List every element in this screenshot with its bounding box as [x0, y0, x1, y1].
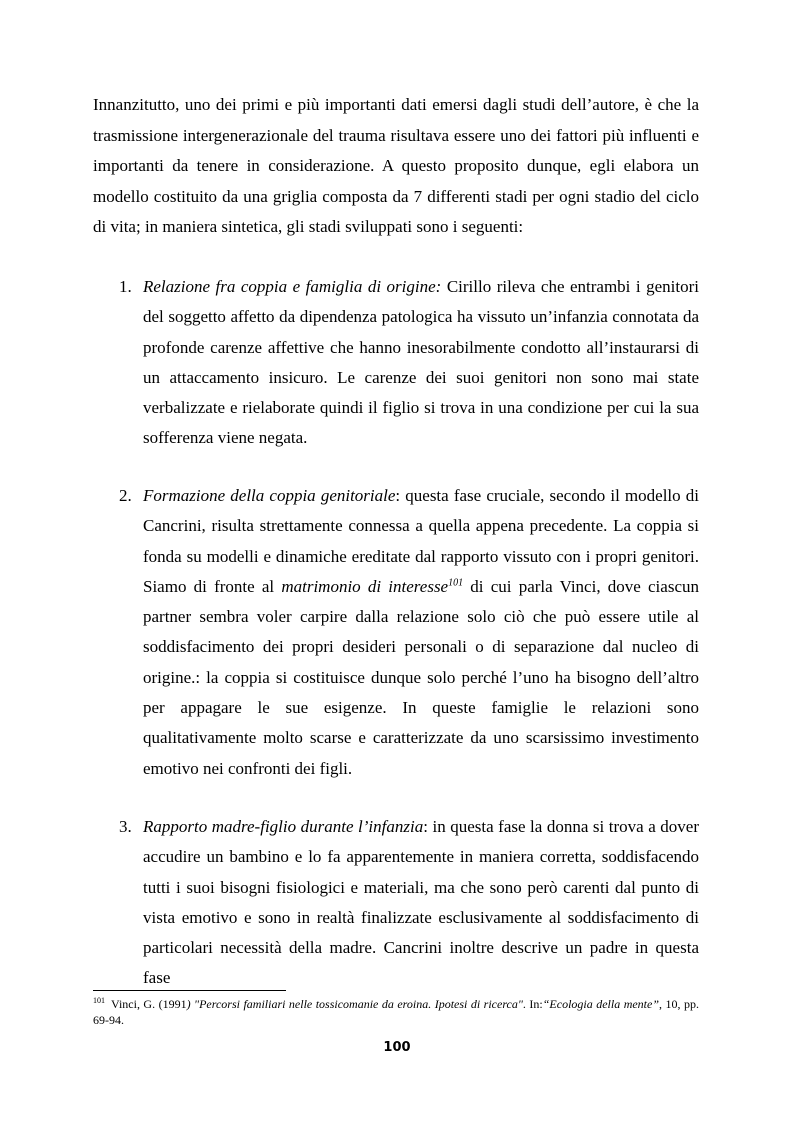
- footnote-journal: “Ecologia della mente”: [542, 997, 660, 1011]
- list-item: [93, 272, 699, 454]
- footnote: [93, 997, 699, 1028]
- list-number: 2.: [119, 486, 132, 505]
- emphasized-term: matrimonio di interesse: [281, 576, 449, 596]
- list-item-text: : questa fase cruciale, secondo il modello di Cancrini, risulta strettamente connessa a quella appena precedente. La coppia si fonda su modelli e dinamiche ereditate dal rapporto vissuto con i propri genitori. Siamo di fronte al: [143, 486, 699, 596]
- list-item-text: : in questa fase la donna si trova a dover accudire un bambino e lo fa apparentemente in maniera corretta, soddisfacendo tutti i suoi bisogni fisiologici e materiali, ma che sono però carenti dal punto di vista emotivo e sono in realtà finalizzate esclusivamente al soddisfacimento di particolari necessità della madre. Cancrini inoltre descrive un padre in questa fase: [143, 817, 700, 988]
- footnote-number: 101: [93, 996, 105, 1005]
- list-item: [93, 812, 699, 994]
- list-item-title: Formazione della coppia genitoriale: [143, 486, 396, 505]
- footnote-in: . In:: [522, 997, 543, 1011]
- list-item: [93, 481, 699, 784]
- footnote-reference[interactable]: 101: [448, 577, 464, 589]
- footnote-rest: , 10, pp. 69-94.: [93, 997, 699, 1027]
- list-number: 1.: [119, 277, 132, 296]
- page-number: 100: [383, 1040, 411, 1055]
- list-number: 3.: [119, 817, 132, 836]
- list-item-text: di cui parla Vinci, dove ciascun partner sembra voler carpire dalla relazione solo ciò che può essere utile al soddisfacimento dei propri desideri personali o di separazione dal nucleo di origine.: la coppia si costituisce dunque solo perché l’uno ha bisogno dell’altro per appagare le sue esigenze. In queste famiglie le relazioni sono qualitativamente molto scarse e caratterizzate da uno scarsissimo investimento emotivo nei confronti dei figli.: [143, 576, 699, 778]
- intro-paragraph: Innanzitutto, uno dei primi e più importanti dati emersi dagli studi dell’autore, è che la trasmissione intergenerazionale del trauma risultava essere uno dei fattori più influenti e importanti da tenere in considerazione. A questo proposito dunque, egli elabora un modello costituito da una griglia composta da 7 differenti stadi per ogni stadio del ciclo di vita; in maniera sintetica, gli stadi sviluppati sono i seguenti:: [93, 95, 699, 237]
- list-item-title: Relazione fra coppia e famiglia di origine:: [143, 277, 442, 296]
- footnote-title: ) "Percorsi familiari nelle tossicomanie da eroina. Ipotesi di ricerca": [186, 997, 523, 1011]
- list-item-text: Cirillo rileva che entrambi i genitori del soggetto affetto da dipendenza patologica ha vissuto un’infanzia connotata da profonde carenze affettive che hanno inesorabilmente condotto all’instaurarsi di un attaccamento insicuro. Le carenze dei suoi genitori non sono mai state verbalizzate e rielaborate quindi il figlio si trova in una condizione per cui la sua sofferenza viene negata.: [143, 277, 699, 448]
- footnote-divider: [93, 990, 286, 991]
- footnote-author: Vinci, G. (1991: [111, 997, 187, 1011]
- list-item-title: Rapporto madre-figlio durante l’infanzia: [143, 817, 424, 836]
